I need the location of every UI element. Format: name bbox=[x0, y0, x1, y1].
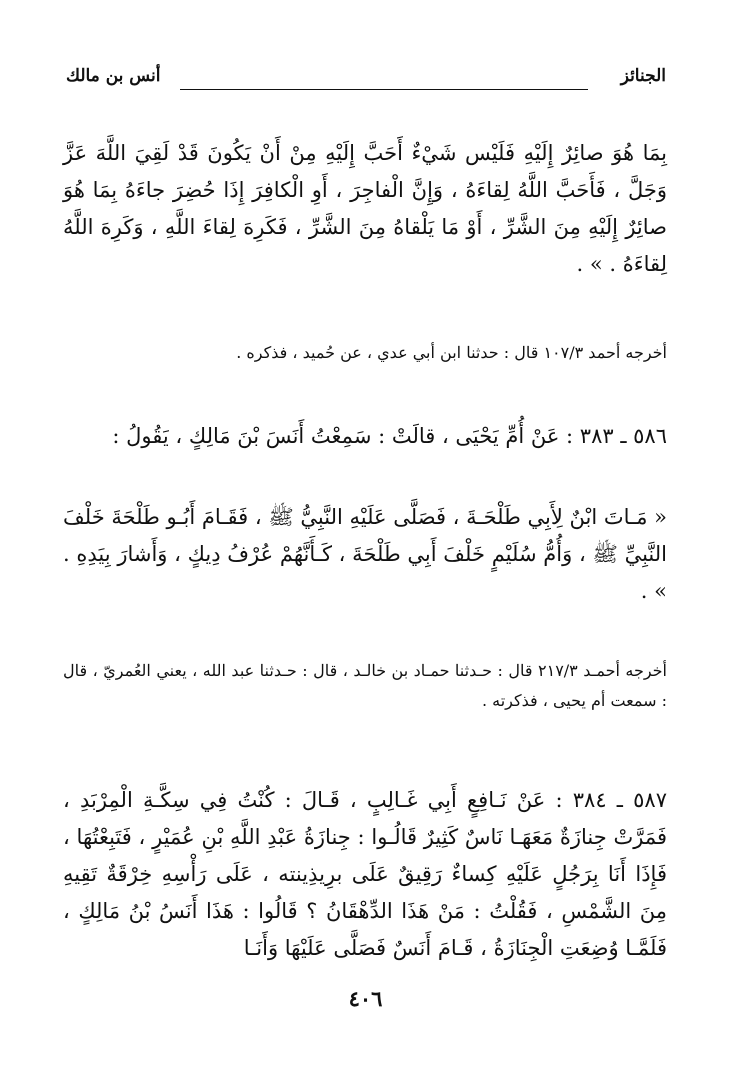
source-note: أخرجه أحمد ١٠٧/٣ قال : حدثنا ابن أبي عدي ، عن حُميد ، فذكره . bbox=[236, 343, 667, 362]
hadith-586-intro: ٥٨٦ ـ ٣٨٣ : عَنْ أُمِّ يَحْيَى ، قالَتْ : سَمِعْتُ أَنَسَ بْنَ مَالِكٍ ، يَقُولُ : bbox=[112, 424, 667, 448]
header-rule bbox=[180, 89, 588, 90]
source-note: أخرجه أحمـد ٢١٧/٣ قال : حـدثنا حمـاد بن خالـد ، قال : حـدثنا عبد الله ، يعني العُمريّ ، قال : سمعت أم يحيى ، فذكرته . bbox=[63, 661, 667, 710]
hadith-587-text: ٥٨٧ ـ ٣٨٤ : عَنْ نَـافِعٍ أَبِي غَـالِبٍ ، قَـالَ : كُنْتُ فِي سِكَّـةِ الْمِرْبَدِ ، فَمَرَّتْ جِنازَةٌ مَعَهَـا نَاسٌ كَثِيرٌ قَالُـوا : جِنازَةُ عَبْدِ اللَّهِ بْنِ عُمَيْرٍ ، فَتَبِعْتُهَا ، فَإِذَا أَنَا بِرَجُلٍ عَلَيْهِ كِساءٌ رَقِيقٌ عَلَى برِيذِينته ، عَلَى رَأْسِهِ خِرْقَةٌ تَقِيهِ مِنَ الشَّمْسِ ، فَقُلْتُ : مَنْ هَذَا الدِّهْقَانُ ؟ قَالُوا : هَذَا أَنَسُ بْنُ مَالِكٍ ، فَلَمَّـا وُضِعَتِ الْجِنَازَةُ ، قَـامَ أَنَسٌ فَصَلَّى عَلَيْهَا وَأَنَـا bbox=[63, 788, 667, 960]
hadith-continuation: بِمَا هُوَ صائِرٌ إِلَيْهِ فَلَيْس شَيْءٌ أَحَبَّ إِلَيْهِ مِنْ أَنْ يَكُونَ قَدْ لَقِيَ اللَّهَ عَزَّ وَجَلَّ ، فَأَحَبَّ اللَّهُ لِقاءَهُ ، وَإِنَّ الْفاجِرَ ، أَوِ الْكافِرَ إِذَا حُضِرَ جاءَهُ بِمَا هُوَ صائِرٌ إِلَيْهِ مِنَ الشَّرِّ ، أَوْ مَا يَلْقاهُ مِنَ الشَّرِّ ، فَكَرِهَ لِقاءَ اللَّهِ ، وَكَرِهَ اللَّهُ لِقاءَهُ . » . bbox=[63, 141, 667, 276]
chapter-title: الجنائز bbox=[620, 66, 666, 86]
page-number: ٤٠٦ bbox=[348, 986, 383, 1011]
running-header bbox=[66, 66, 666, 100]
hadith-586-text: « مَـاتَ ابْنٌ لِأَبِي طَلْحَـةَ ، فَصَلَّى عَلَيْهِ النَّبِيُّ ﷺ ، فَقَـامَ أَبُـو طَلْحَةَ خَلْفَ النَّبِيِّ ﷺ ، وَأُمُّ سُلَيْمٍ خَلْفَ أَبِي طَلْحَةَ ، كَـأَنَّهُمْ عُرْفُ دِيكٍ ، وَأَشارَ بِيَدِهِ . » . bbox=[63, 505, 667, 603]
narrator-title: أنس بن مالك bbox=[66, 66, 161, 86]
